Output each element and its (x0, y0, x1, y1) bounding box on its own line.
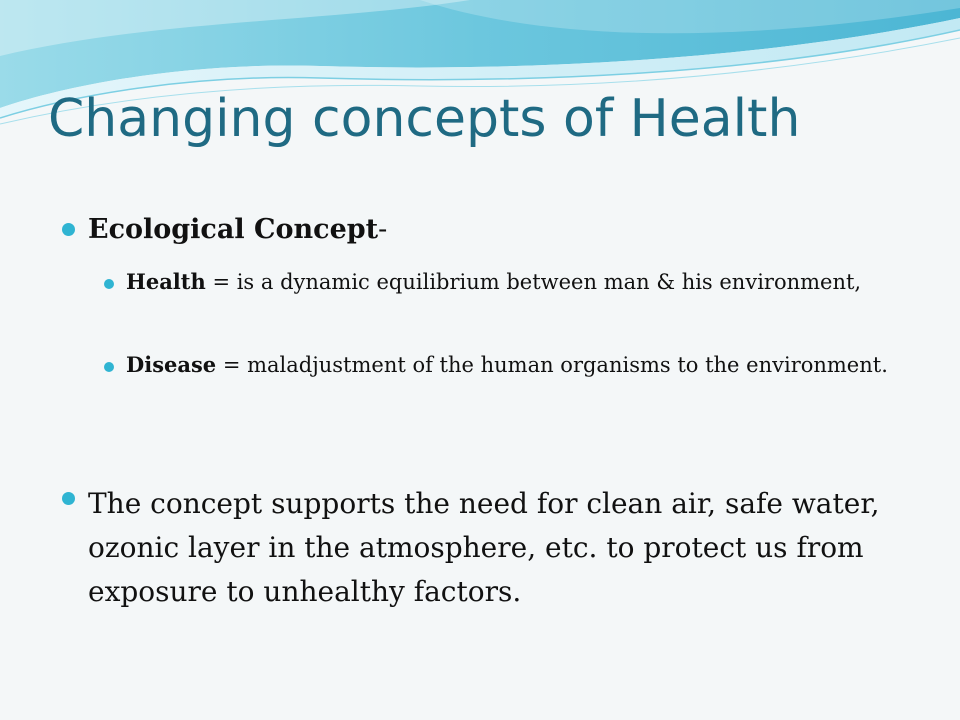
bullet-icon (62, 492, 75, 505)
bullet-icon (62, 223, 75, 236)
bullet-concept-support: The concept supports the need for clean air, safe water, ozonic layer in the atmosphere, etc. to protect us from exposure to unhealthy factors. (88, 487, 880, 608)
bullet-heading: Ecological Concept (88, 214, 379, 245)
bullet-heading-suffix: - (378, 214, 388, 245)
subbullet-health (126, 266, 896, 298)
subbullet-text: = is a dynamic equilibrium between man & his environment, (205, 270, 862, 294)
subbullet-text: = maladjustment of the human organisms to the environment. (216, 353, 888, 377)
subbullet-icon (104, 279, 114, 289)
subbullet-term: Health (126, 269, 206, 294)
bullet-ecological-concept (88, 211, 928, 249)
subbullet-icon (104, 362, 114, 372)
slide-title: Changing concepts of Health (48, 89, 801, 149)
subbullet-term: Disease (126, 352, 217, 377)
subbullet-disease (126, 349, 896, 381)
